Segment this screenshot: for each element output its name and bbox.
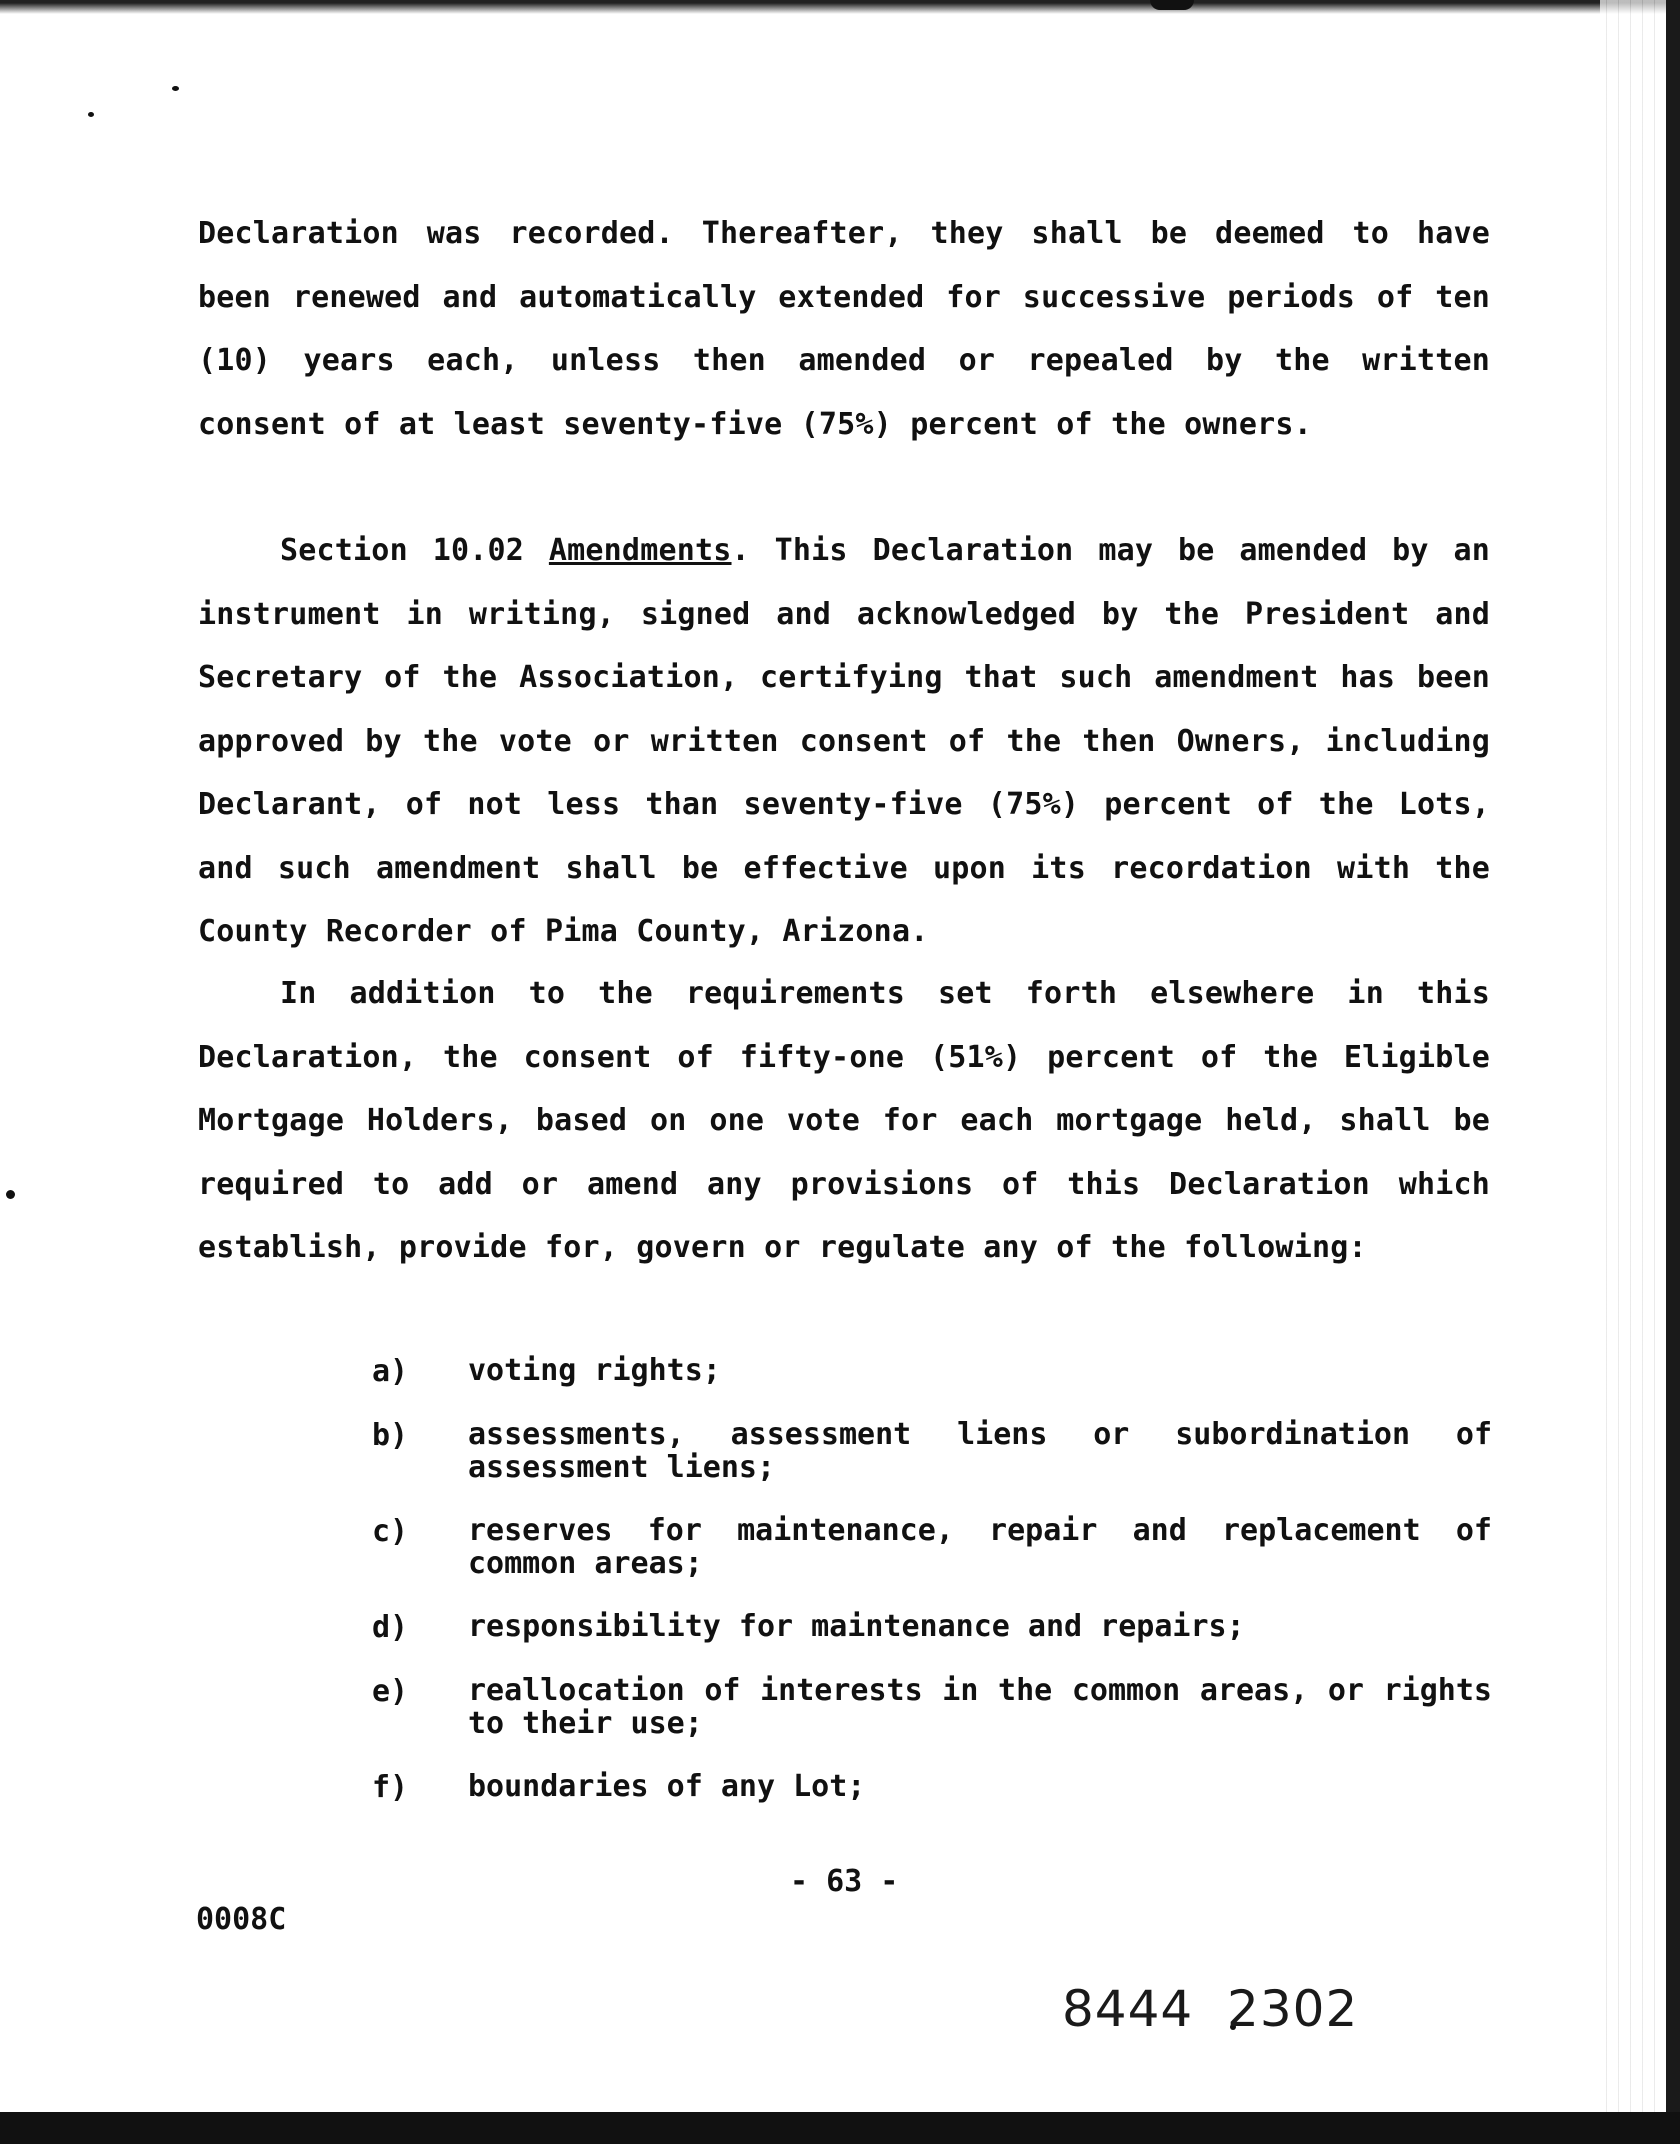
list-item-letter: e) (372, 1674, 409, 1709)
list-item-letter: b) (372, 1418, 409, 1453)
book-page-stamp: 8444 2302 (1062, 1980, 1359, 2038)
document-code: 0008C (196, 1902, 287, 1937)
list-item-text: responsibility for maintenance and repairs; (468, 1609, 1245, 1644)
scan-edge-bottom (0, 2112, 1680, 2144)
scan-speck (172, 86, 179, 91)
list-item-text: assessments, assessment liens or subordination of assessment liens; (468, 1417, 1492, 1485)
list-item-letter: f) (372, 1770, 409, 1805)
list-item-text: reserves for maintenance, repair and replacement of common areas; (468, 1513, 1492, 1581)
scan-speck (6, 1190, 15, 1199)
list-item-letter: c) (372, 1514, 409, 1549)
list-item-letter: a) (372, 1354, 409, 1389)
list-item-text: reallocation of interests in the common areas, or rights to their use; (468, 1673, 1492, 1741)
scan-edge-right-dark (1666, 0, 1680, 2144)
paragraph-3: In addition to the requirements set forth elsewhere in this Declaration, the consent of fifty-one (51%) percent of the Eligible Mortgage Holders, based on one vote for each mortgage held, shall be required to add or amend any provisions of this Declaration which establish, provide for, govern or regulate any of the following: (198, 976, 1490, 1265)
section-body: . This Declaration may be amended by an instrument in writing, signed and acknowledged by the President and Secretary of the Association, certifying that such amendment has been approved by the vote or written consent of the then Owners, including Declarant, of not less than seventy-five (75%) percent of the Lots, and such amendment shall be effective upon its recordation with the County Recorder of Pima County, Arizona. (198, 533, 1490, 949)
paragraph-2 (198, 519, 1490, 964)
scan-edge-top (0, 0, 1680, 14)
scan-speck (88, 112, 94, 117)
scan-speck (1150, 0, 1194, 10)
paragraph-2-block (198, 519, 1490, 964)
section-label: Section 10.02 (280, 533, 525, 568)
list-item-text: boundaries of any Lot; (468, 1769, 866, 1804)
page-number: - 63 - (790, 1864, 899, 1899)
paragraph-3-block (198, 962, 1490, 1280)
section-title: Amendments (548, 533, 732, 568)
paragraph-1-block (198, 202, 1490, 456)
list-item-letter: d) (372, 1610, 409, 1645)
list-item-text: voting rights; (468, 1353, 721, 1388)
paragraph-1: Declaration was recorded. Thereafter, they shall be deemed to have been renewed and automatically extended for successive periods of ten (10) years each, unless then amended or repealed by the written consent of at least seventy-five (75%) percent of the owners. (198, 216, 1490, 442)
